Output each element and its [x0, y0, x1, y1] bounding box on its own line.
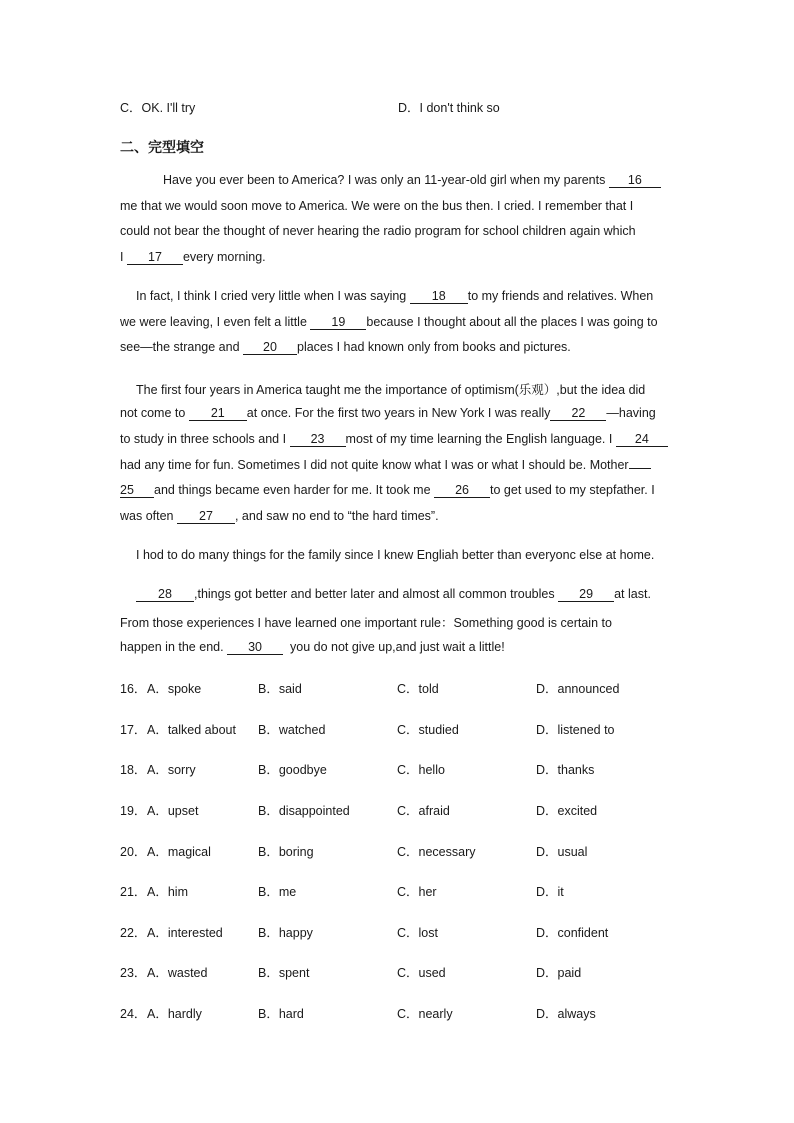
choice-a[interactable]: A．hardly	[147, 1007, 202, 1021]
text-line: From those experiences I have learned one important rule：Something good is certain to	[120, 616, 612, 630]
choice-c[interactable]: C．used	[397, 966, 446, 980]
text-line: to study in three schools and I 23 most of my time learning the English language. I 24	[120, 432, 668, 447]
text-line: we were leaving, I even felt a little 19 because I thought about all the places I was going to	[120, 315, 658, 329]
text-line: In fact, I think I cried very little when I was saying 18 to my friends and relatives. When	[136, 289, 654, 303]
question-number: 21．	[120, 885, 147, 899]
option-c-prev: C．OK. I'll try	[120, 101, 196, 115]
choice-a[interactable]: A．interested	[147, 926, 223, 940]
blank-19: 19	[310, 316, 366, 330]
text-line: 25 and things became even harder for me. It took me 26 to get used to my stepfather. I	[120, 483, 655, 497]
choice-d[interactable]: D．always	[536, 1007, 596, 1021]
choice-d[interactable]: D．confident	[536, 926, 609, 940]
text-line: me that we would soon move to America. We were on the bus then. I cried. I remember that I	[120, 199, 634, 213]
choice-d[interactable]: D．it	[536, 885, 564, 899]
choice-b[interactable]: B．happy	[258, 926, 313, 940]
option-d-prev: D．I don't think so	[398, 101, 500, 115]
choice-b[interactable]: B．watched	[258, 723, 326, 737]
choice-c[interactable]: C．studied	[397, 723, 459, 737]
choice-a[interactable]: A．magical	[147, 845, 211, 859]
choice-c[interactable]: C．told	[397, 682, 439, 696]
choice-b[interactable]: B．me	[258, 885, 297, 899]
choice-b[interactable]: B．hard	[258, 1007, 304, 1021]
choice-a[interactable]: A．wasted	[147, 966, 208, 980]
blank-23: 23	[290, 433, 346, 447]
blank-21: 21	[189, 407, 247, 421]
choice-d[interactable]: D．listened to	[536, 723, 615, 737]
blank-27: 27	[177, 510, 235, 524]
question-number: 22．	[120, 926, 147, 940]
choice-a[interactable]: A．spoke	[147, 682, 202, 696]
choice-d[interactable]: D．thanks	[536, 763, 595, 777]
choice-d[interactable]: D．usual	[536, 845, 588, 859]
blank-25-start	[629, 468, 651, 469]
choice-c[interactable]: C．hello	[397, 763, 445, 777]
blank-25: 25	[120, 484, 154, 498]
text-line: The first four years in America taught me the importance of optimism(乐观）,but the idea did	[136, 383, 646, 397]
text-line: see—the strange and 20 places I had known only from books and pictures.	[120, 340, 571, 354]
blank-16: 16	[609, 174, 661, 188]
text-line: not come to 21 at once. For the first two years in New York I was really 22 —having	[120, 406, 656, 420]
section-heading: 二、完型填空	[120, 140, 204, 156]
choice-b[interactable]: B．disappointed	[258, 804, 350, 818]
choice-a[interactable]: A．him	[147, 885, 188, 899]
choice-c[interactable]: C．lost	[397, 926, 438, 940]
choice-a[interactable]: A．sorry	[147, 763, 196, 777]
choice-d[interactable]: D．announced	[536, 682, 620, 696]
question-number: 18．	[120, 763, 147, 777]
choice-b[interactable]: B．boring	[258, 845, 314, 859]
choice-a[interactable]: A．talked about	[147, 723, 236, 737]
question-number: 19．	[120, 804, 147, 818]
text-line: was often 27 , and saw no end to “the hard times”.	[120, 509, 439, 523]
passage-paragraph-4: I hod to do many things for the family since I knew Engliah better than everyonc else at home.	[136, 548, 655, 562]
blank-17: 17	[127, 251, 183, 265]
choice-b[interactable]: B．said	[258, 682, 302, 696]
blank-24: 24	[616, 433, 668, 447]
question-number: 16．	[120, 682, 147, 696]
blank-26: 26	[434, 484, 490, 498]
text-line: could not bear the thought of never hearing the radio program for school children again which	[120, 224, 636, 238]
choice-a[interactable]: A．upset	[147, 804, 199, 818]
text-line: 28 ,things got better and better later and almost all common troubles 29 at last.	[136, 587, 651, 602]
question-number: 23．	[120, 966, 147, 980]
text-line: I 17 every morning.	[120, 250, 266, 264]
blank-18: 18	[410, 290, 468, 304]
blank-30: 30	[227, 641, 283, 655]
choice-c[interactable]: C．afraid	[397, 804, 450, 818]
text-line: happen in the end. 30 you do not give up,and just wait a little!	[120, 640, 505, 654]
choice-c[interactable]: C．her	[397, 885, 437, 899]
choice-d[interactable]: D．paid	[536, 966, 582, 980]
choice-b[interactable]: B．goodbye	[258, 763, 327, 777]
question-number: 24．	[120, 1007, 147, 1021]
question-number: 17．	[120, 723, 147, 737]
choice-b[interactable]: B．spent	[258, 966, 310, 980]
choice-d[interactable]: D．excited	[536, 804, 598, 818]
blank-22: 22	[550, 407, 606, 421]
choice-c[interactable]: C．necessary	[397, 845, 476, 859]
question-number: 20．	[120, 845, 147, 859]
text-line: Have you ever been to America? I was only an 11-year-old girl when my parents 16	[163, 173, 661, 188]
blank-20: 20	[243, 341, 297, 355]
text-line: had any time for fun. Sometimes I did not quite know what I was or what I should be. Mother	[120, 458, 651, 472]
blank-29: 29	[558, 588, 614, 602]
blank-28: 28	[136, 588, 194, 602]
choice-c[interactable]: C．nearly	[397, 1007, 453, 1021]
